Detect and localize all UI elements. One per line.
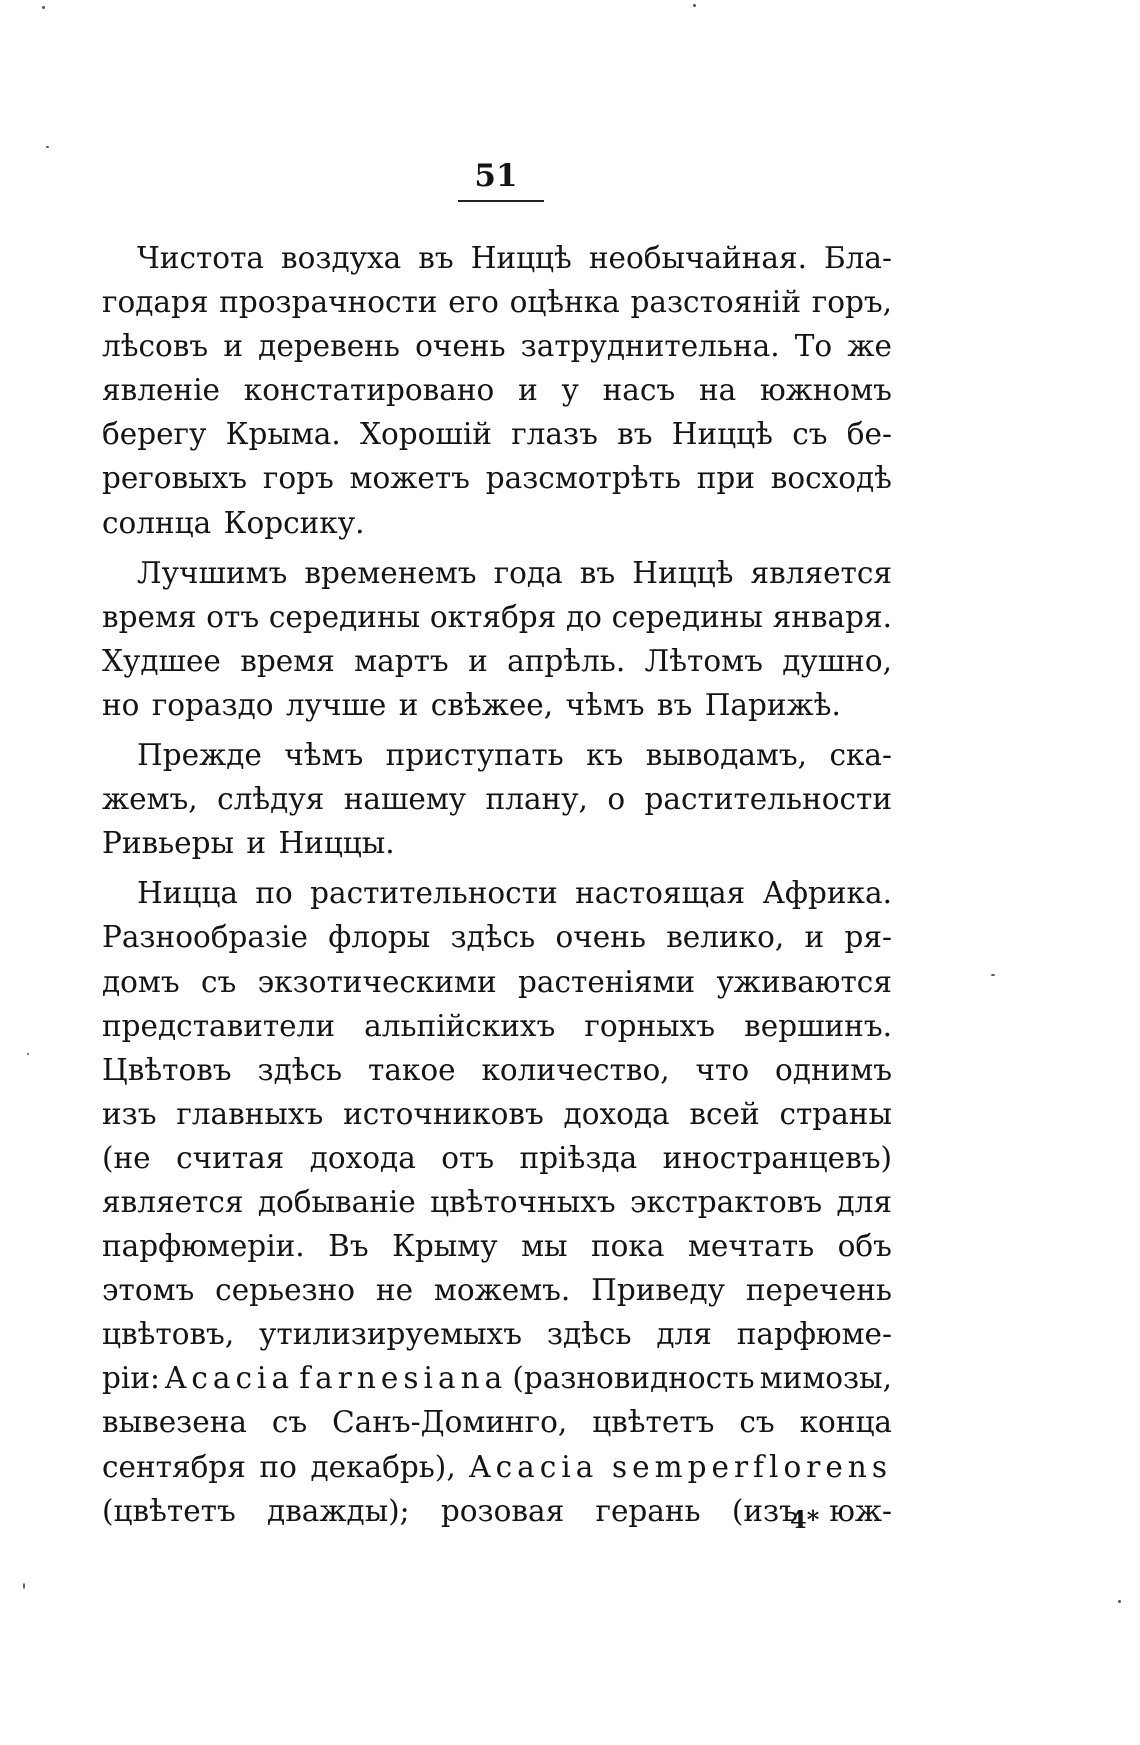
word: очень	[555, 920, 646, 955]
word: Парижѣ.	[704, 687, 841, 722]
word: солнца	[102, 505, 212, 540]
word: гораздо	[151, 687, 274, 722]
word: альпійскихъ	[364, 1008, 556, 1043]
word: конца	[799, 1405, 892, 1440]
word: середины	[611, 599, 763, 634]
word: у	[561, 373, 579, 408]
scan-speck	[991, 974, 995, 976]
text-line	[102, 777, 892, 821]
word: отъ	[441, 1140, 495, 1175]
text-line	[102, 1268, 892, 1312]
word: мимозы,	[759, 1361, 892, 1396]
word: необычайная.	[588, 241, 807, 275]
word: пока	[591, 1229, 665, 1264]
word: Корсику.	[223, 505, 365, 540]
word: лучше	[285, 687, 387, 722]
word: апрѣль.	[507, 643, 626, 678]
word: мы	[521, 1229, 568, 1264]
word: прозрачности	[219, 285, 438, 320]
text-line	[102, 1312, 892, 1356]
word: (не	[102, 1140, 151, 1175]
text-line	[102, 551, 892, 595]
word: Ривьеры	[102, 826, 235, 861]
page-number: 51	[474, 158, 518, 194]
word: Крыму	[392, 1229, 498, 1264]
word: farnesiana	[299, 1361, 508, 1396]
word: октября	[429, 599, 557, 634]
word: для	[656, 1317, 712, 1352]
word: душно,	[782, 643, 892, 678]
word: этомъ	[102, 1273, 195, 1308]
scan-speck	[46, 146, 49, 148]
word: съ	[739, 1405, 775, 1440]
word: сентября	[102, 1449, 246, 1484]
text-line	[102, 1092, 892, 1136]
text-line	[102, 456, 892, 500]
text-line	[102, 1004, 892, 1048]
word: декабрь),	[310, 1449, 456, 1484]
scan-speck	[693, 4, 696, 7]
word: является	[102, 1184, 244, 1219]
word: Хорошій	[360, 417, 492, 452]
word: (цвѣтетъ	[102, 1493, 236, 1528]
word: Крыма.	[225, 417, 341, 452]
word: Ниццѣ	[632, 555, 734, 590]
scan-speck	[27, 1053, 29, 1055]
word: къ	[586, 738, 624, 773]
word: Чистота	[137, 241, 264, 275]
text-line	[102, 1445, 892, 1489]
word: главныхъ	[176, 1096, 324, 1131]
word: пріѣзда	[519, 1140, 638, 1175]
word: для	[836, 1184, 892, 1219]
word: Бла-	[824, 241, 892, 275]
word: насъ	[602, 373, 676, 408]
text-line	[102, 1489, 892, 1533]
scan-speck	[1118, 1600, 1121, 1603]
word: домъ	[102, 964, 180, 999]
page-number-rule	[458, 200, 544, 202]
word: ска-	[829, 738, 892, 773]
word: деревень	[258, 329, 400, 364]
word: Приведу	[591, 1273, 725, 1308]
word: не	[375, 1273, 414, 1308]
word: реговыхъ	[102, 461, 248, 496]
word: въ	[617, 417, 653, 452]
text-line	[102, 236, 892, 280]
word: по	[255, 876, 293, 911]
word: Цвѣтовъ	[102, 1052, 232, 1087]
word: лѣсовъ	[102, 329, 209, 364]
word: констатировано	[243, 373, 495, 408]
word: цвѣточныхъ	[430, 1184, 616, 1219]
text-line	[102, 683, 892, 727]
word: жемъ,	[102, 782, 198, 817]
text-line	[102, 733, 892, 777]
word: розовая	[440, 1493, 565, 1528]
word: растительности	[310, 876, 558, 911]
word: здѣсь	[257, 1052, 343, 1087]
word: явленіе	[102, 373, 220, 408]
word: воздуха	[281, 241, 402, 275]
text-line	[102, 1400, 892, 1444]
word: при	[696, 461, 755, 496]
word: юж-	[829, 1493, 892, 1528]
word: количество,	[481, 1052, 670, 1087]
word: года	[493, 555, 563, 590]
word: съ	[271, 1405, 308, 1440]
word: настоящая	[575, 876, 746, 911]
word: временемъ	[304, 555, 477, 590]
word: разстояній	[630, 285, 802, 320]
word: уживаются	[716, 964, 892, 999]
word: изъ	[102, 1096, 157, 1131]
word: здѣсь	[546, 1317, 632, 1352]
word: съ	[201, 964, 237, 999]
word: берегу	[102, 417, 207, 452]
word: перечень	[745, 1273, 892, 1308]
word: То	[794, 329, 833, 364]
word: Африка.	[762, 876, 892, 911]
scan-speck	[42, 6, 45, 9]
word: середины	[268, 599, 421, 634]
word: свѣжее,	[430, 687, 554, 722]
word: на	[698, 373, 737, 408]
word: ря-	[844, 920, 892, 955]
word: и	[468, 643, 488, 678]
signature-mark: 4*	[790, 1505, 820, 1534]
word: о	[607, 782, 626, 817]
word: Ницца	[137, 876, 238, 911]
body-text	[102, 236, 892, 1533]
word: въ	[656, 687, 693, 722]
word: въ	[418, 241, 454, 275]
word: источниковъ	[343, 1096, 544, 1131]
word: парфюмеріи.	[102, 1229, 305, 1264]
word: плану,	[485, 782, 588, 817]
word: такое	[368, 1052, 456, 1087]
word: дохода	[309, 1140, 416, 1175]
word: (разновидность	[512, 1361, 755, 1396]
word: цвѣтетъ	[592, 1405, 715, 1440]
word: Разнообразіе	[102, 920, 308, 955]
word: можемъ.	[433, 1273, 571, 1308]
word: растительности	[644, 782, 892, 817]
word: semperflorens	[611, 1449, 892, 1484]
word: что	[695, 1052, 750, 1087]
word: утилизируемыхъ	[259, 1317, 523, 1352]
word: объ	[837, 1229, 892, 1264]
word: затруднительна.	[520, 329, 780, 364]
word: Санъ-Доминго,	[332, 1405, 568, 1440]
text-line	[102, 1356, 892, 1400]
word: экстрактовъ	[629, 1184, 823, 1219]
word: Ниццѣ	[470, 241, 572, 275]
word: время	[240, 643, 335, 678]
word: въ	[579, 555, 616, 590]
word: флоры	[328, 920, 431, 955]
word: вывезена	[102, 1405, 247, 1440]
word: время	[102, 599, 197, 634]
word: всей	[689, 1096, 760, 1131]
text-line	[102, 915, 892, 959]
word: бе-	[846, 417, 892, 452]
word: отъ	[206, 599, 260, 634]
word: слѣдуя	[217, 782, 325, 817]
word: чѣмъ	[284, 738, 364, 773]
word: можетъ	[349, 461, 470, 496]
text-line	[102, 1136, 892, 1180]
word: и	[518, 373, 538, 408]
word: мечтать	[687, 1229, 815, 1264]
word: дважды);	[267, 1493, 410, 1528]
word: однимъ	[775, 1052, 892, 1087]
word: горныхъ	[584, 1008, 716, 1043]
word: же	[847, 329, 892, 364]
word: экзотическими	[257, 964, 497, 999]
word: и	[246, 826, 267, 861]
text-line	[102, 412, 892, 456]
word: января.	[772, 599, 892, 634]
word: чѣмъ	[565, 687, 645, 722]
text-line	[102, 871, 892, 915]
word: ріи:	[102, 1361, 160, 1396]
word: растеніями	[518, 964, 696, 999]
text-line	[102, 639, 892, 683]
text-line	[102, 960, 892, 1004]
word: и	[804, 920, 825, 955]
word: велико,	[666, 920, 785, 955]
word: Acacia	[165, 1361, 295, 1396]
word: но	[102, 687, 140, 722]
word: Acacia	[469, 1449, 599, 1484]
word: очень	[415, 329, 506, 364]
word: здѣсь	[450, 920, 536, 955]
word: Прежде	[137, 738, 262, 773]
text-line	[102, 1224, 892, 1268]
word: страны	[779, 1096, 892, 1131]
word: глазъ	[511, 417, 598, 452]
word: серьезно	[215, 1273, 356, 1308]
word: добываніе	[257, 1184, 416, 1219]
word: разсмотрѣть	[485, 461, 681, 496]
word: оцѣнка	[509, 285, 620, 320]
word: является	[750, 555, 892, 590]
word: до	[565, 599, 602, 634]
text-line	[102, 280, 892, 324]
word: парфюме-	[736, 1317, 892, 1352]
word: цвѣтовъ,	[102, 1317, 235, 1352]
word: годаря	[102, 285, 209, 320]
word: считая	[176, 1140, 285, 1175]
word: его	[448, 285, 499, 320]
word: герань	[595, 1493, 701, 1528]
word: вершинъ.	[744, 1008, 892, 1043]
word: съ	[792, 417, 828, 452]
text-line	[102, 1048, 892, 1092]
word: восходѣ	[770, 461, 892, 496]
word: иностранцевъ)	[662, 1140, 892, 1175]
word: (изъ	[731, 1493, 798, 1528]
text-line	[102, 1180, 892, 1224]
word: и	[223, 329, 244, 364]
word: горъ,	[811, 285, 892, 320]
word: Ниццы.	[278, 826, 395, 861]
text-line	[102, 324, 892, 368]
word: Въ	[328, 1229, 369, 1264]
scan-speck	[23, 1583, 25, 1589]
word: приступать	[385, 738, 564, 773]
word: нашему	[343, 782, 467, 817]
word: дохода	[563, 1096, 670, 1131]
word: мартъ	[354, 643, 449, 678]
word: Худшее	[102, 643, 221, 678]
word: Ниццѣ	[671, 417, 773, 452]
text-line	[102, 821, 892, 865]
word: и	[398, 687, 419, 722]
text-line	[102, 368, 892, 412]
text-line	[102, 595, 892, 639]
word: представители	[102, 1008, 336, 1043]
text-line	[102, 501, 892, 545]
word: горъ	[262, 461, 334, 496]
word: Лучшимъ	[137, 555, 288, 590]
word: Лѣтомъ	[644, 643, 763, 678]
word: южномъ	[759, 373, 892, 408]
word: по	[259, 1449, 297, 1484]
word: выводамъ,	[645, 738, 808, 773]
